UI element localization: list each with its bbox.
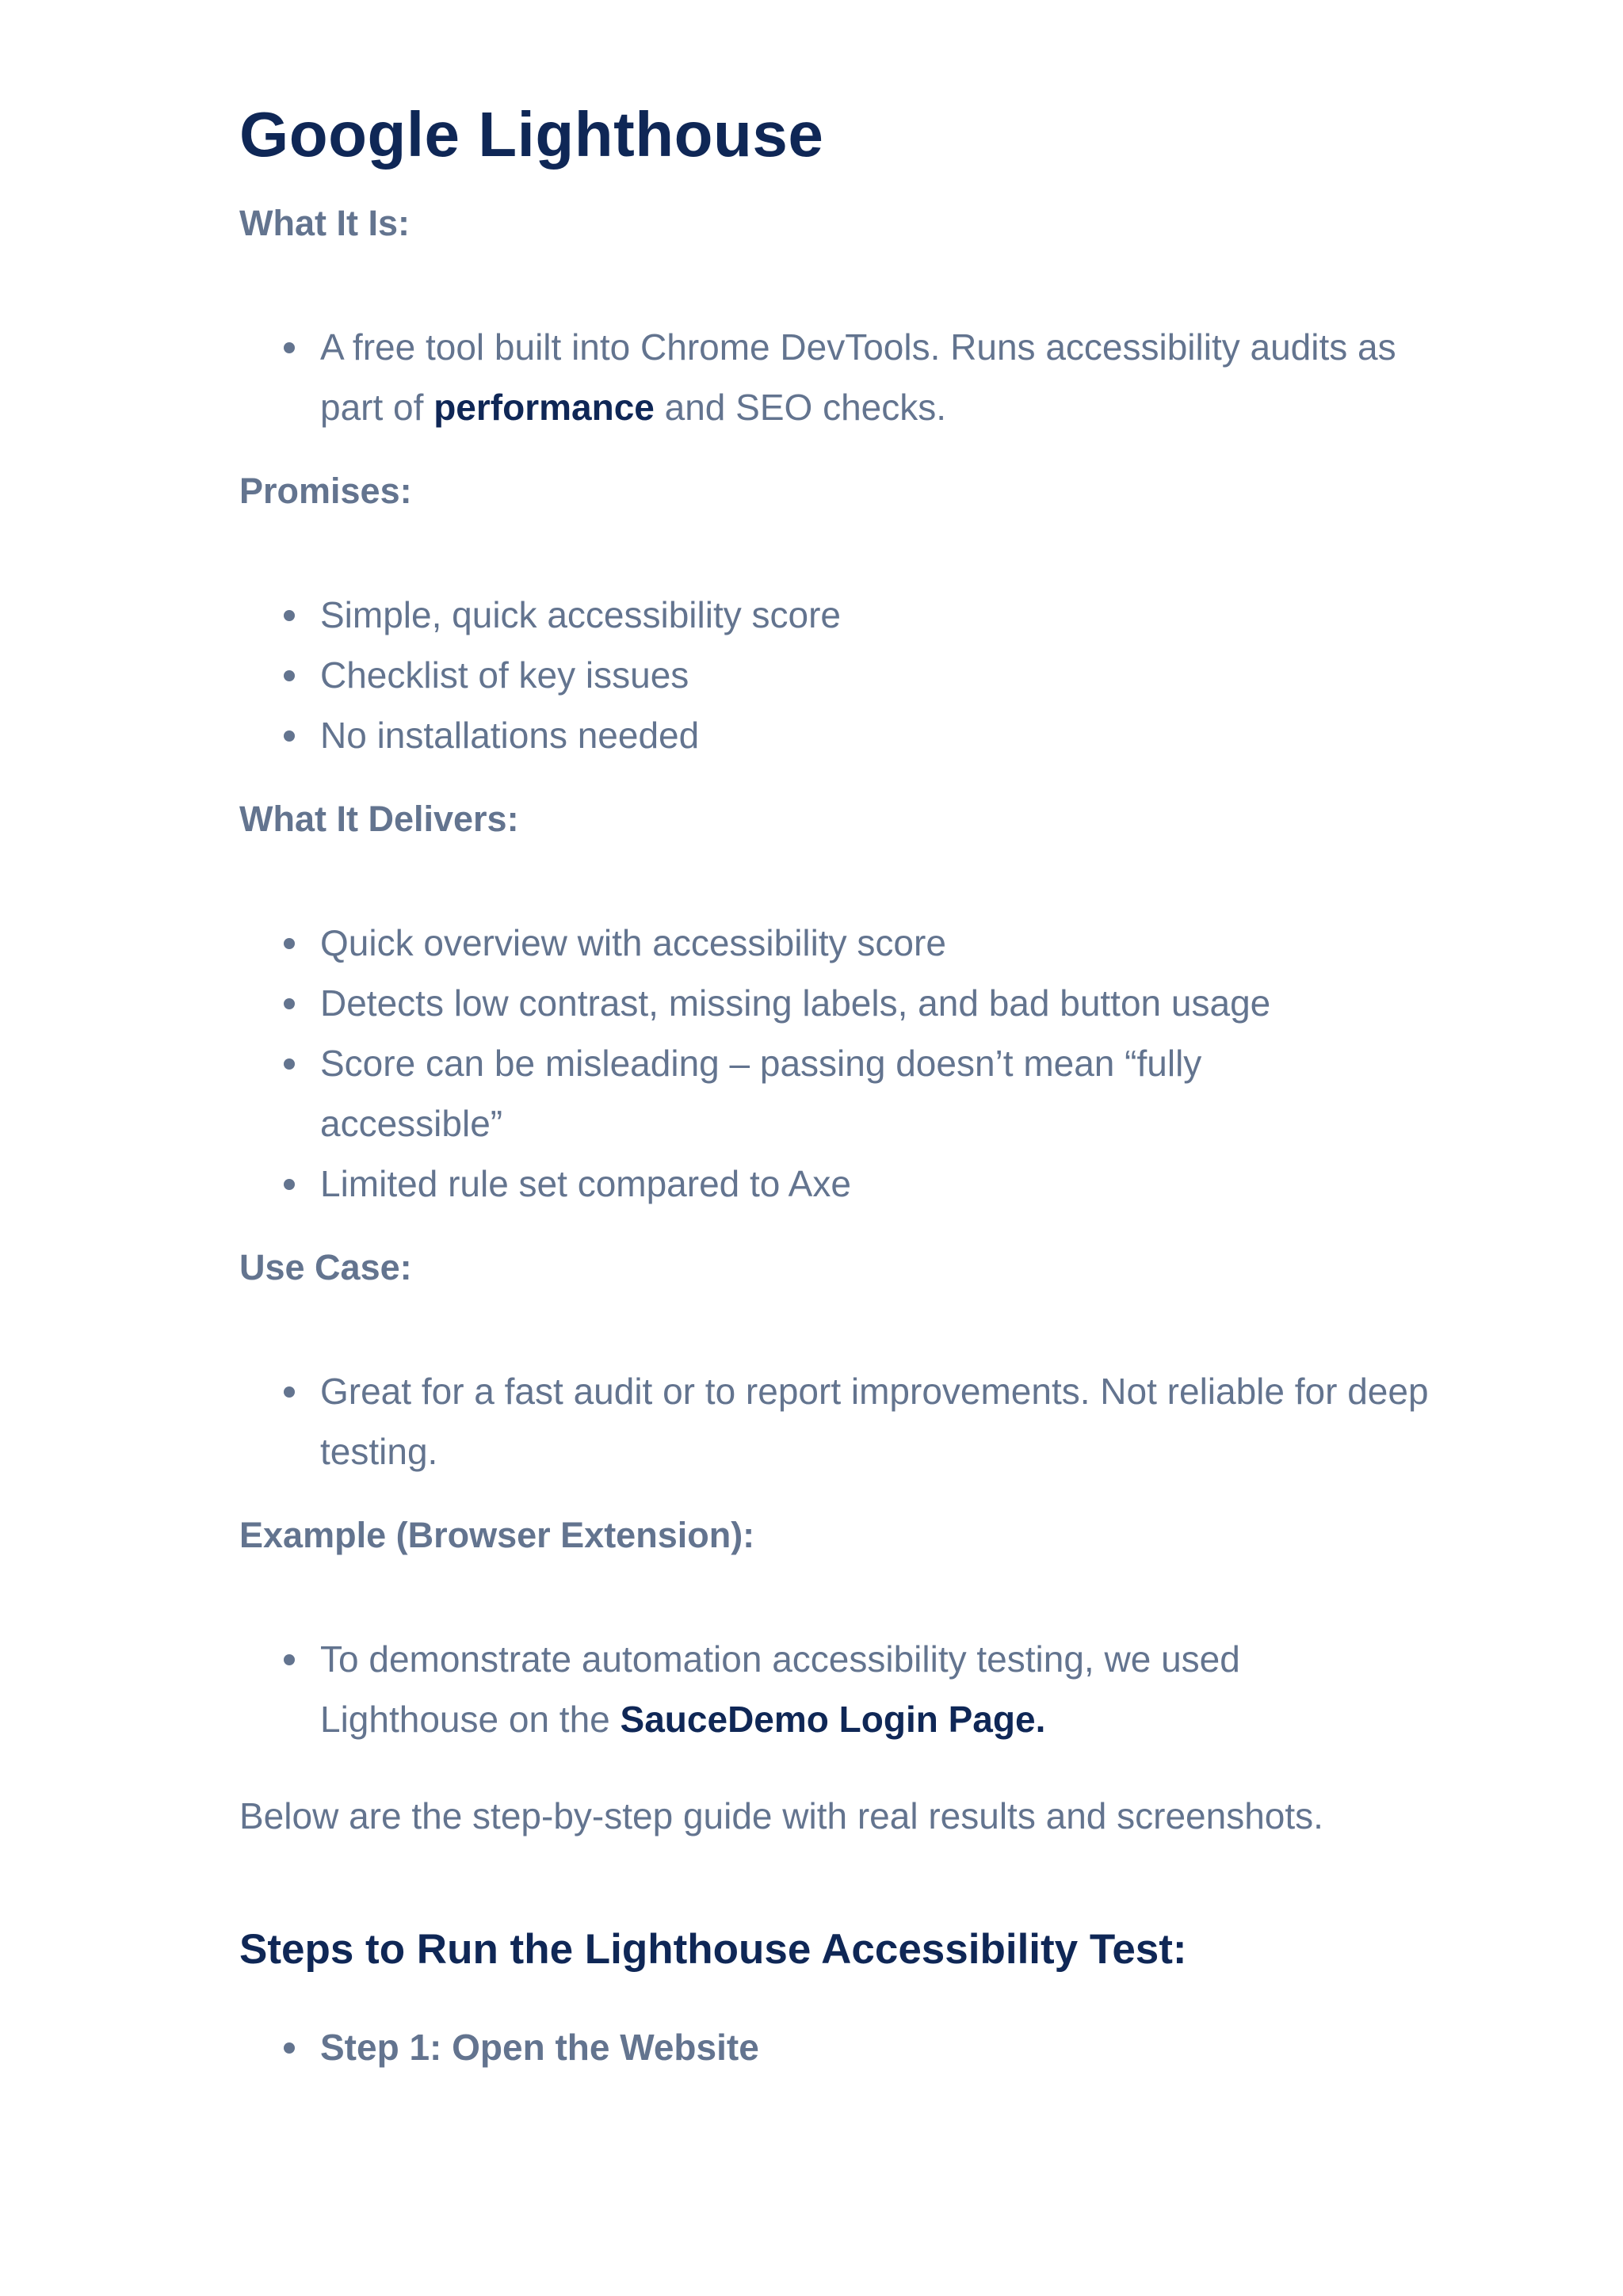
article-content xyxy=(239,95,1428,2077)
what-it-delivers-label: What It Delivers: xyxy=(239,799,519,839)
list-item: No installations needed xyxy=(320,705,1428,765)
saucedemo-login-link[interactable]: SauceDemo Login Page xyxy=(620,1699,1036,1740)
list-item: Score can be misleading – passing doesn’t mean “fully accessible” xyxy=(320,1033,1271,1154)
intro-paragraph: Below are the step-by-step guide with real results and screenshots. xyxy=(239,1795,1323,1836)
what-it-is-text: A free tool built into Chrome DevTools. Runs accessibility audits as part of xyxy=(320,326,1396,428)
what-it-is-label: What It Is: xyxy=(239,203,410,243)
list-item: Great for a fast audit or to report improvements. Not reliable for deep testing. xyxy=(320,1361,1445,1482)
list-item xyxy=(320,1629,1390,1749)
example-list xyxy=(239,1629,1428,1749)
steps-list xyxy=(239,2017,1428,2077)
list-item: Quick overview with accessibility score xyxy=(320,913,1428,973)
list-item: Limited rule set compared to Axe xyxy=(320,1154,1428,1214)
use-case-list xyxy=(239,1361,1428,1482)
promises-label: Promises: xyxy=(239,471,412,511)
use-case-label: Use Case: xyxy=(239,1247,412,1287)
example-label: Example (Browser Extension): xyxy=(239,1515,755,1555)
delivers-list xyxy=(239,913,1428,1214)
step-item: Step 1: Open the Website xyxy=(320,2017,1428,2077)
example-text-end: . xyxy=(1035,1699,1046,1740)
example-text: To demonstrate automation accessibility testing, we used Lighthouse on the xyxy=(320,1638,1240,1740)
what-it-is-text-end: and SEO checks. xyxy=(654,387,947,428)
performance-bold: performance xyxy=(433,387,655,428)
page-title: Google Lighthouse xyxy=(239,99,824,170)
list-item xyxy=(320,317,1430,437)
list-item: Detects low contrast, missing labels, and bad button usage xyxy=(320,973,1428,1033)
promises-list xyxy=(239,585,1428,765)
list-item: Simple, quick accessibility score xyxy=(320,585,1428,645)
what-it-is-list xyxy=(239,317,1428,437)
list-item: Checklist of key issues xyxy=(320,645,1428,705)
steps-heading: Steps to Run the Lighthouse Accessibility Test: xyxy=(239,1926,1187,1973)
